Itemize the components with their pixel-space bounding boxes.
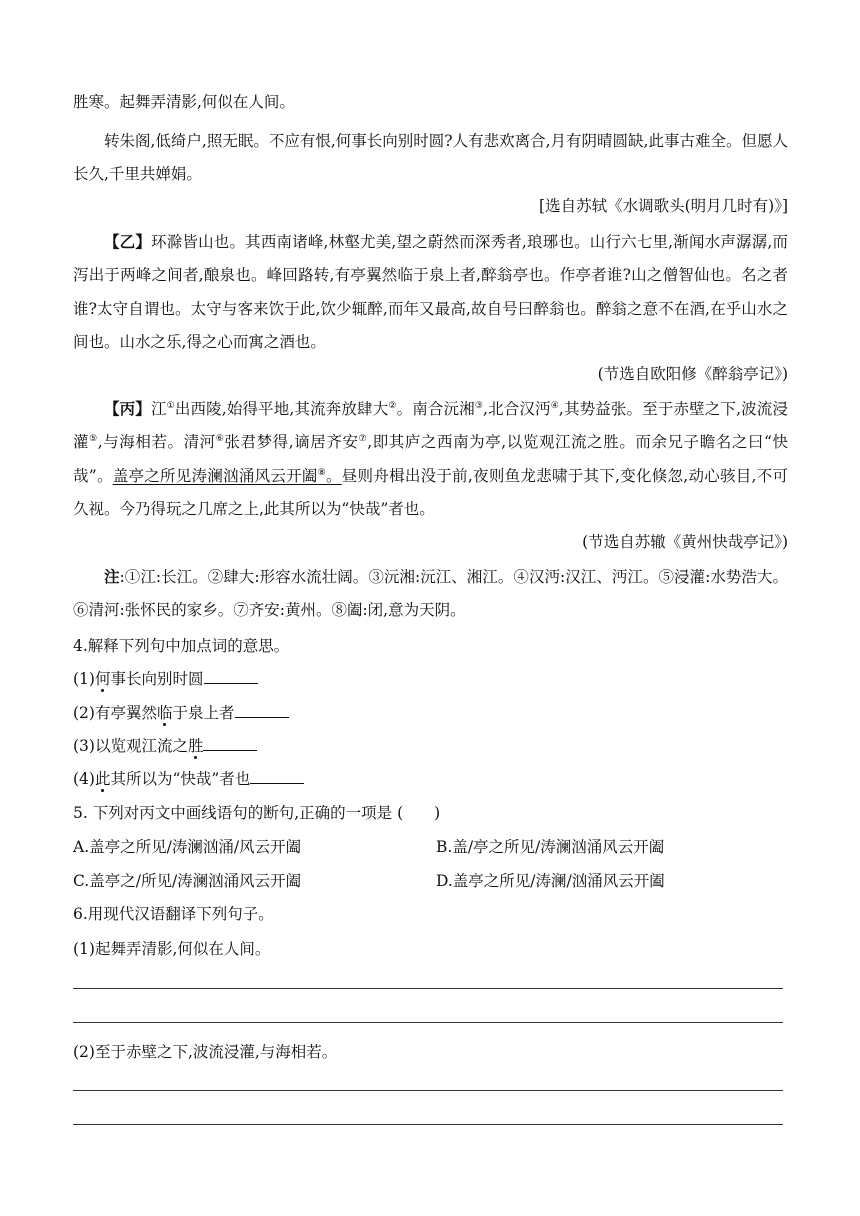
q4-item-4: [73, 769, 304, 789]
notes-label: 注: [104, 567, 120, 586]
q4-item-1: [73, 669, 258, 689]
passage-bing-source: (节选自苏辙《黄州快哉亭记》): [582, 533, 788, 551]
note-ref-7: ⑦: [358, 434, 368, 445]
passage-yi: [73, 225, 788, 360]
passage-yi-label: 【乙】: [104, 232, 152, 251]
note-ref-1: ①: [166, 400, 175, 411]
q5-option-c[interactable]: C.盖亭之/所见/涛澜汹涌风云开阖: [73, 872, 302, 890]
underlined-period: 。: [326, 466, 342, 485]
q4-item-2-dotted: 临: [156, 704, 173, 722]
q4-item-1-pre: (1): [73, 670, 95, 688]
q4-item-1-dotted: 何: [94, 670, 111, 688]
q4-item-4-pre: (4): [73, 770, 95, 788]
notes-text: :①江:长江。②肆大:形容水流壮阔。③沅湘:沅江、湘江。④汉沔:汉江、沔江。⑤浸灌:水势浩大。⑥清河:张怀民的家乡。⑦齐安:黄州。⑧阖:闭,意为天阴。: [73, 568, 788, 620]
bing-text-7: 张君梦得,谪居齐安: [224, 433, 359, 452]
bing-text-6: ,与海相若。清河: [97, 433, 216, 452]
notes: [73, 560, 788, 628]
passage-bing: [73, 392, 788, 527]
q5-option-d[interactable]: D.盖亭之所见/涛澜/汹涌风云开阖: [436, 872, 665, 890]
bing-text-10: 昼则舟楫出没于前,夜则鱼龙悲啸于其下,变化倏忽,动心骇目,不可久视。今乃得玩之几席之上,此其所以为“快哉”者也。: [73, 466, 788, 519]
answer-line[interactable]: [73, 1090, 783, 1091]
q6-item-1: (1)起舞弄清影,何似在人间。: [73, 940, 271, 958]
passage-yi-text: 环滁皆山也。其西南诸峰,林壑尤美,望之蔚然而深秀者,琅琊也。山行六七里,渐闻水声潺潺,而泻出于两峰之间者,酿泉也。峰回路转,有亭翼然临于泉上者,醉翁亭也。作亭者谁?山之僧智仙也。名之者谁?太守自谓也。太守与客来饮于此,饮少辄醉,而年又最高,故自号曰醉翁也。醉翁之意不在酒,在乎山水之间也。山水之乐,得之心而寓之酒也。: [73, 233, 788, 352]
poem-line-1: 胜寒。起舞弄清影,何似在人间。: [73, 93, 295, 111]
underlined-sentence: [113, 467, 342, 485]
bing-text-1: 江: [150, 400, 167, 418]
underlined-sentence-text: 盖亭之所见涛澜汹涌风云开阖: [112, 466, 318, 485]
answer-line[interactable]: [73, 1022, 783, 1023]
note-ref-4: ④: [550, 400, 559, 411]
q5-option-a[interactable]: A.盖亭之所见/涛澜汹涌/风云开阖: [73, 838, 302, 856]
note-ref-3: ③: [474, 400, 484, 411]
q4-item-2-post: 于泉上者: [172, 704, 235, 722]
answer-blank[interactable]: [250, 769, 304, 784]
answer-blank[interactable]: [235, 703, 289, 718]
bing-text-4: ,北合汉沔: [483, 400, 551, 418]
q4-item-1-post: 事长向别时圆: [110, 670, 204, 688]
q4-item-3: [73, 736, 257, 756]
q4-title: 4.解释下列句中加点词的意思。: [73, 637, 290, 655]
bing-text-2: 出西陵,始得平地,其流奔放肆大: [174, 400, 389, 418]
q6-title: 6.用现代汉语翻译下列句子。: [73, 905, 274, 923]
q4-item-2-pre: (2)有亭翼然: [73, 704, 157, 722]
poem-source: [选自苏轼《水调歌头(明月几时有)》]: [539, 197, 788, 215]
answer-blank[interactable]: [204, 669, 258, 684]
bing-text-8: ,即其庐之西南为亭,以览观江流之胜。而余兄子瞻名之曰“快哉”。: [73, 433, 788, 485]
q5-option-b[interactable]: B.盖/亭之所见/涛澜汹涌风云开阖: [436, 838, 665, 856]
passage-bing-label: 【丙】: [104, 399, 151, 418]
note-ref-2: ②: [388, 400, 397, 411]
note-ref-6: ⑥: [215, 434, 225, 445]
q4-item-4-post: 其所以为“快哉”者也: [110, 770, 251, 788]
q4-item-2: [73, 703, 289, 723]
note-ref-5: ⑤: [89, 434, 98, 445]
answer-line[interactable]: [73, 1124, 783, 1125]
q4-item-4-dotted: 此: [94, 770, 111, 788]
passage-yi-source: (节选自欧阳修《醉翁亭记》): [597, 365, 788, 383]
q4-item-3-pre: (3)以览观江流之: [73, 737, 188, 755]
q4-item-3-dotted: 胜: [187, 737, 204, 755]
q6-item-2: (2)至于赤壁之下,波流浸灌,与海相若。: [73, 1043, 338, 1061]
answer-line[interactable]: [73, 988, 783, 989]
poem-paragraph-2: 转朱阁,低绮户,照无眠。不应有恨,何事长向别时圆?人有悲欢离合,月有阴晴圆缺,此事古难全。但愿人长久,千里共婵娟。: [73, 132, 788, 184]
bing-text-5: ,其势益张。至于赤壁之下,波流浸灌: [73, 400, 788, 452]
bing-text-3: 。南合沅湘: [396, 400, 475, 418]
note-ref-8: ⑧: [317, 467, 327, 478]
answer-blank[interactable]: [203, 736, 257, 751]
q5-title: 5. 下列对丙文中画线语句的断句,正确的一项是 ( ): [73, 804, 441, 822]
